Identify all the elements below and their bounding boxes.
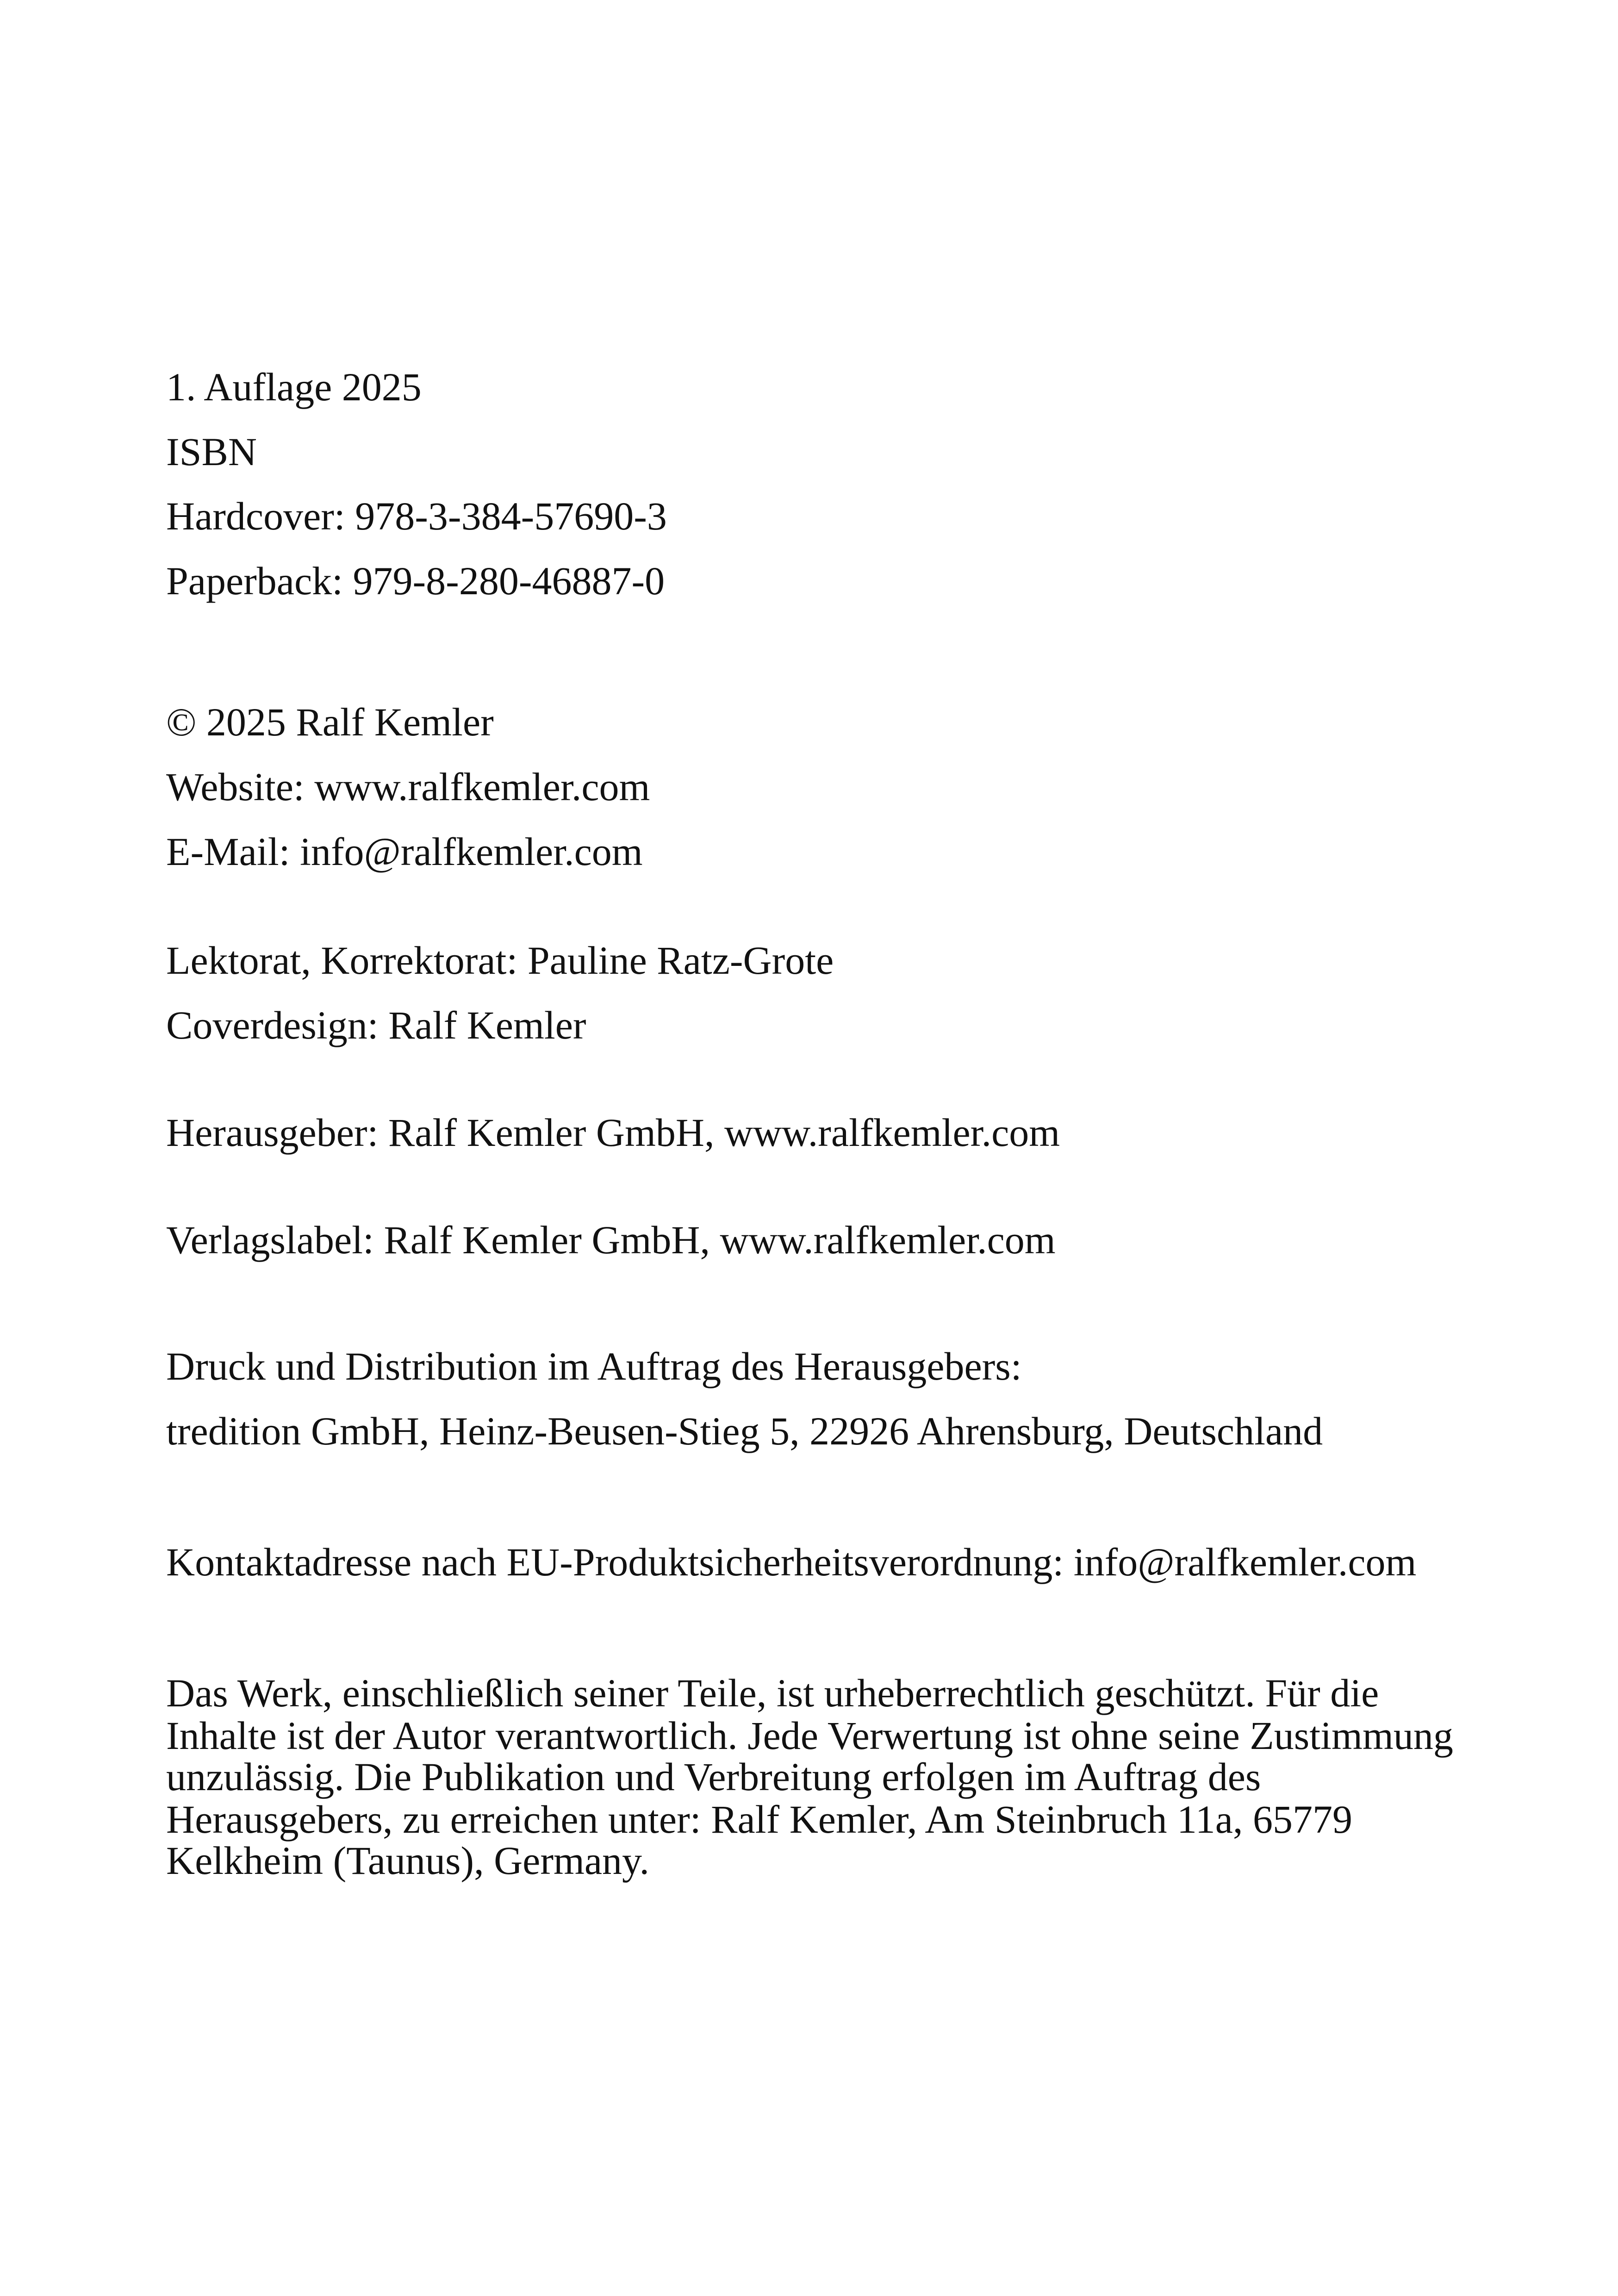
legal-line: unzulässig. Die Publikation und Verbreitung erfolgen im Auftrag des	[166, 1755, 1261, 1799]
printing-heading: Druck und Distribution im Auftrag des Herausgebers:	[166, 1344, 1022, 1388]
contact-line: Kontaktadresse nach EU-Produktsicherheitsverordnung: info@ralfkemler.com	[166, 1540, 1417, 1584]
publisher-line: Herausgeber: Ralf Kemler GmbH, www.ralfkemler.com	[166, 1110, 1060, 1155]
isbn-hardcover: Hardcover: 978-3-384-57690-3	[166, 494, 667, 538]
legal-line: Inhalte ist der Autor verantwortlich. Jede Verwertung ist ohne seine Zustimmung	[166, 1713, 1453, 1758]
legal-line: Das Werk, einschließlich seiner Teile, ist urheberrechtlich geschützt. Für die	[166, 1671, 1379, 1715]
edition-line: 1. Auflage 2025	[166, 365, 422, 409]
website-line: Website: www.ralfkemler.com	[166, 765, 650, 809]
editing-credit: Lektorat, Korrektorat: Pauline Ratz-Grote	[166, 938, 834, 983]
email-line: E-Mail: info@ralfkemler.com	[166, 829, 643, 874]
legal-line: Herausgebers, zu erreichen unter: Ralf Kemler, Am Steinbruch 11a, 65779	[166, 1797, 1352, 1842]
isbn-label: ISBN	[166, 429, 257, 474]
printing-address: tredition GmbH, Heinz-Beusen-Stieg 5, 22926 Ahrensburg, Deutschland	[166, 1409, 1323, 1453]
isbn-paperback: Paperback: 979-8-280-46887-0	[166, 559, 665, 603]
legal-line: Kelkheim (Taunus), Germany.	[166, 1838, 649, 1883]
label-line: Verlagslabel: Ralf Kemler GmbH, www.ralfkemler.com	[166, 1218, 1056, 1262]
copyright-notice: © 2025 Ralf Kemler	[166, 700, 494, 744]
cover-credit: Coverdesign: Ralf Kemler	[166, 1003, 586, 1047]
